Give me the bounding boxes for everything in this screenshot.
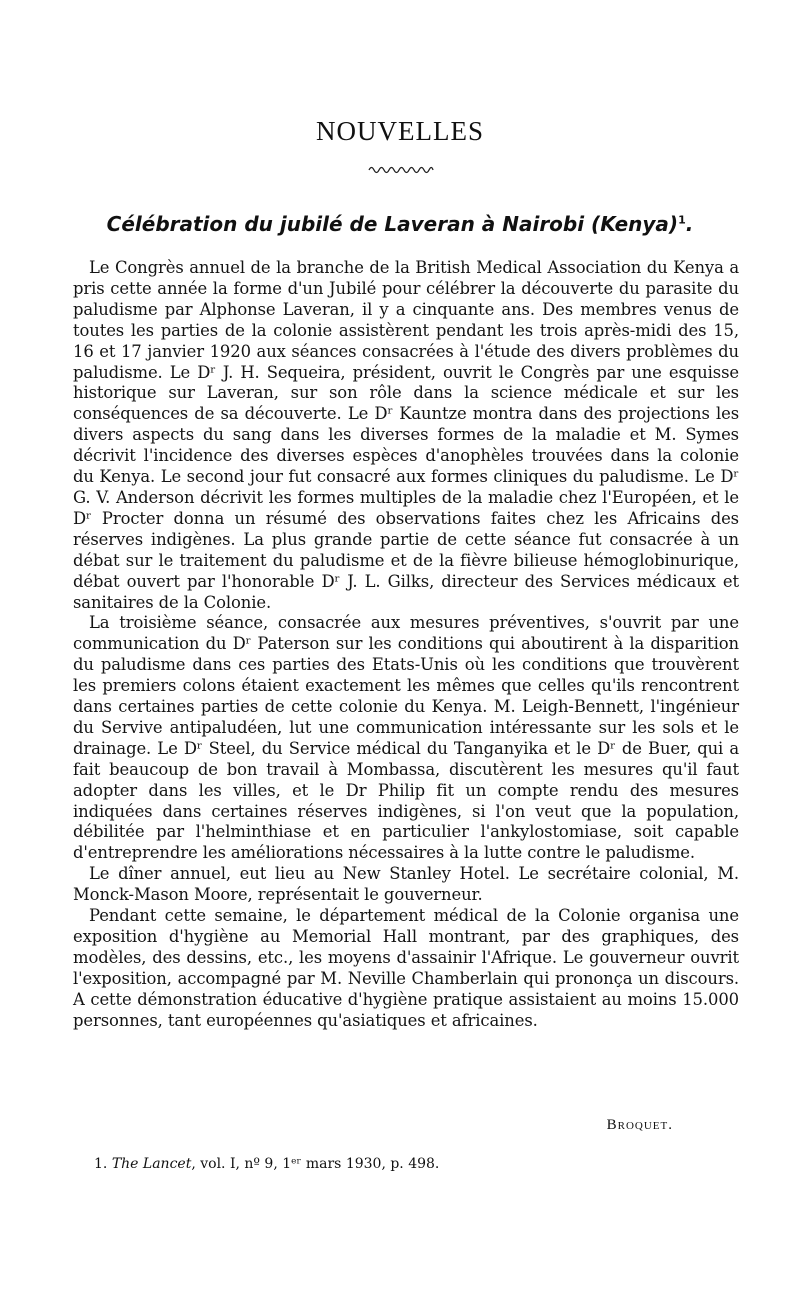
article-body — [73, 258, 739, 1032]
article-title: Célébration du jubilé de Laveran à Nairobi (Kenya)$^1$. — [106, 212, 694, 236]
paragraph-2: La troisième séance, consacrée aux mesures préventives, s'ouvrit par une communication du Dʳ Paterson sur les conditions qui aboutirent à la disparition du paludisme dans ces parties des Etats-Unis où les conditions que trouvèrent les premiers colons étaient exactement les mêmes que celles qu'ils rencontrent dans certaines parties de cette colonie du Kenya. M. Leigh-Bennett, l'ingénieur du Servive antipaludéen, lut une communication intéressante sur les sols et le drainage. Le Dʳ Steel, du Service médical du Tanganyika et le Dʳ de Buer, qui a fait beaucoup de bon travail à Mombassa, discutèrent les mesures qu'il faut adopter dans les villes, et le Dr Philip fit un compte rendu des mesures indiquées dans certaines réserves indigènes, si l'on veut que la population, débilitée par l'helminthiase et en particulier l'ankylostomiase, soit capable d'entreprendre les améliorations nécessaires à la lutte contre le paludisme. — [73, 613, 739, 863]
footnote-details: , vol. I, nº 9, 1ᵉʳ mars 1930, p. 498. — [191, 1156, 440, 1172]
page-heading: NOUVELLES — [316, 116, 484, 146]
article-title-text: Célébration du jubilé de Laveran à Nairobi (Kenya) — [106, 212, 679, 236]
footnote-number: 1. — [94, 1156, 108, 1172]
footnote-ref: 1 — [678, 213, 686, 227]
paragraph-1: Le Congrès annuel de la branche de la British Medical Association du Kenya a pris cette année la forme d'un Jubilé pour célébrer la découverte du parasite du paludisme par Alphonse Laveran, il y a cinquante ans. Des membres venus de toutes les parties de la colonie assistèrent pendant les trois après-midi des 15, 16 et 17 janvier 1920 aux séances consacrées à l'étude des divers problèmes du paludisme. Le Dʳ J. H. Sequeira, président, ouvrit le Congrès par une esquisse historique sur Laveran, sur son rôle dans la science médicale et sur les conséquences de sa découverte. Le Dʳ Kauntze montra dans des projections les divers aspects du sang dans les diverses formes de la maladie et M. Symes décrivit l'incidence des diverses espèces d'anophèles trouvées dans la colonie du Kenya. Le second jour fut consacré aux formes cliniques du paludisme. Le Dʳ G. V. Anderson décrivit les formes multiples de la maladie chez l'Européen, et le Dʳ Procter donna un résumé des observations faites chez les Africains des réserves indigènes. La plus grande partie de cette séance fut consacrée à un débat sur le traitement du paludisme et de la fièvre bilieuse hémoglobinurique, débat ouvert par l'honorable Dʳ J. L. Gilks, directeur des Services médicaux et sanitaires de la Colonie. — [73, 258, 739, 612]
paragraph-4: Pendant cette semaine, le département médical de la Colonie organisa une exposition d'hygiène au Memorial Hall montrant, par des graphiques, des modèles, des dessins, etc., les moyens d'assainir l'Afrique. Le gouverneur ouvrit l'exposition, accompagné par M. Neville Chamberlain qui prononça un discours. A cette démonstration éducative d'hygiène pratique assistaient au moins 15.000 personnes, tant européennes qu'asiatiques et africaines. — [73, 906, 739, 1030]
wavy-rule-icon — [368, 164, 434, 176]
footnote — [94, 1156, 439, 1172]
paragraph-3: Le dîner annuel, eut lieu au New Stanley Hotel. Le secrétaire colonial, M. Monck-Mason Moore, représentait le gouverneur. — [73, 864, 739, 905]
footnote-journal: The Lancet — [111, 1156, 192, 1172]
author-signature: Broquet. — [606, 1117, 673, 1133]
